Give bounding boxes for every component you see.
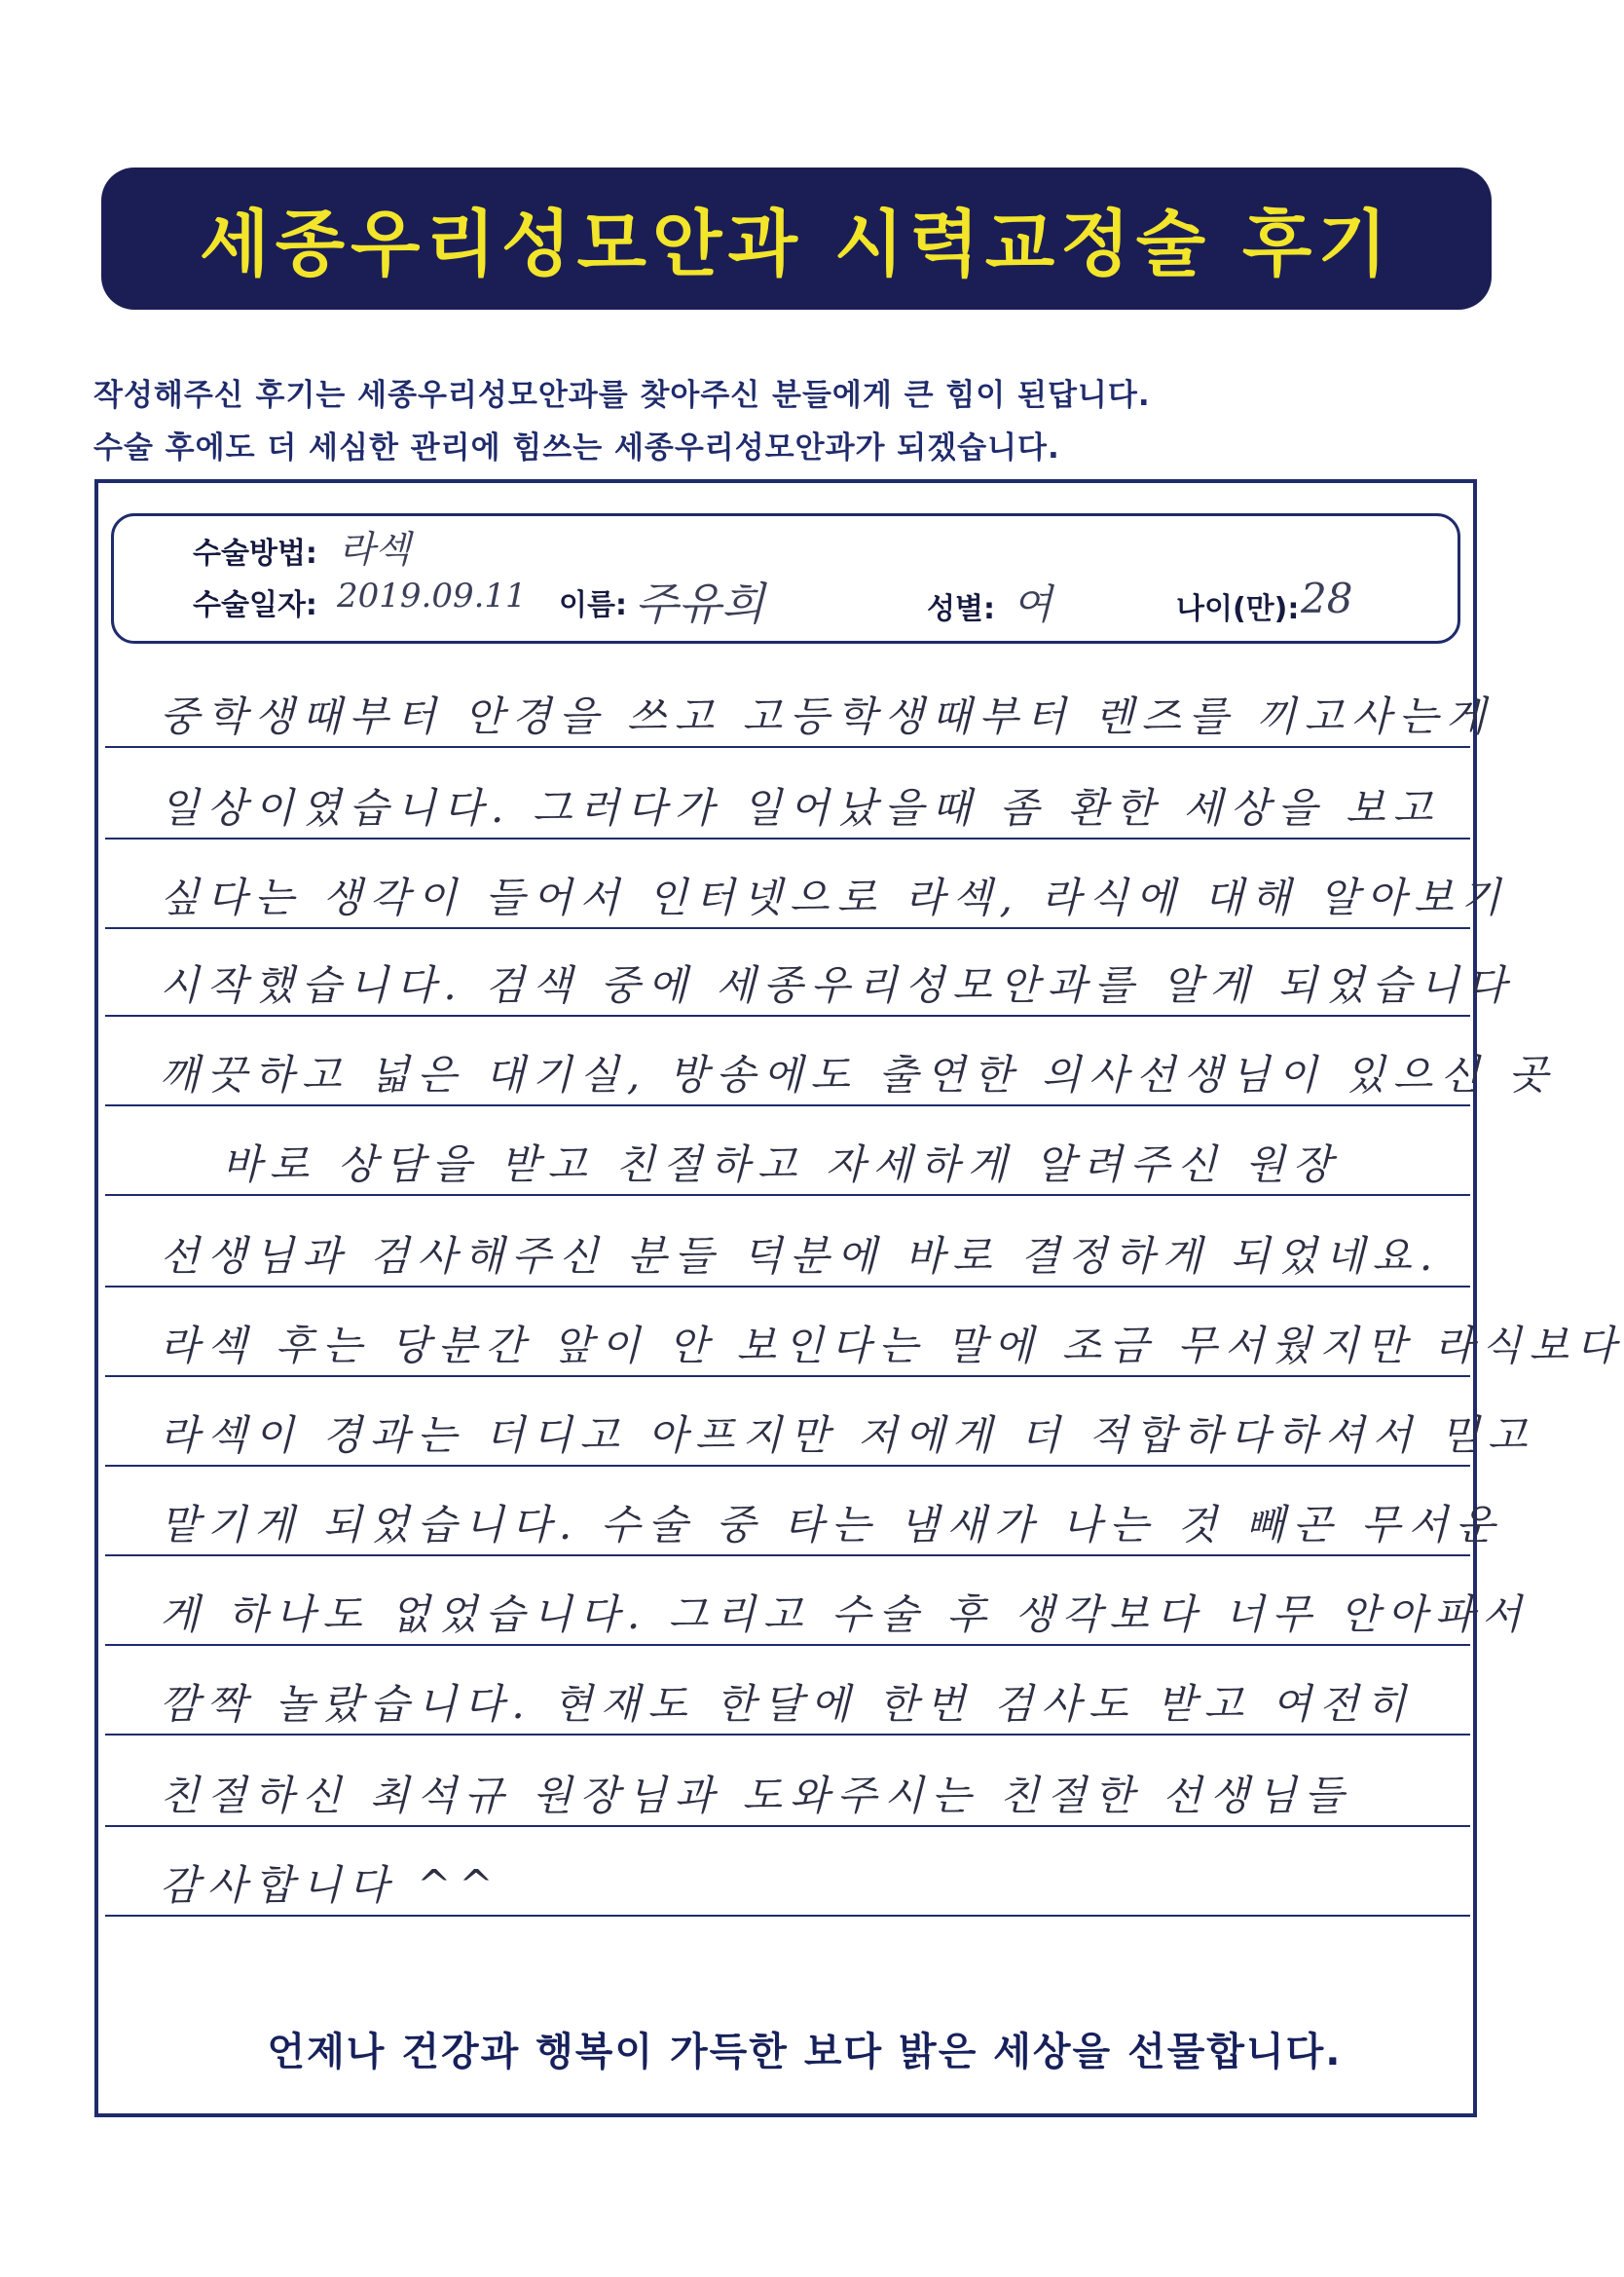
review-line: 깜짝 놀랐습니다. 현재도 한달에 한번 검사도 받고 여전히 bbox=[105, 1675, 1470, 1736]
review-line: 감사합니다 ^^ bbox=[105, 1856, 1470, 1917]
gender-value: 여 bbox=[1013, 580, 1052, 628]
review-line: 라섹이 경과는 더디고 아프지만 저에게 더 적합하다하셔서 믿고 bbox=[105, 1406, 1470, 1467]
gender-label: 성별: bbox=[927, 592, 995, 626]
review-line: 일상이였습니다. 그러다가 일어났을때 좀 환한 세상을 보고 bbox=[105, 779, 1470, 840]
review-line: 게 하나도 없었습니다. 그리고 수술 후 생각보다 너무 안아파서 bbox=[105, 1586, 1470, 1646]
review-line: 시작했습니다. 검색 중에 세종우리성모안과를 알게 되었습니다 bbox=[105, 956, 1470, 1017]
review-line: 깨끗하고 넓은 대기실, 방송에도 출연한 의사선생님이 있으신 곳 bbox=[105, 1046, 1470, 1106]
date-value: 2019.09.11 bbox=[337, 577, 527, 616]
name-value: 주유희 bbox=[635, 578, 765, 630]
name-label: 이름: bbox=[559, 588, 627, 622]
age-label: 나이(만): bbox=[1176, 592, 1300, 626]
review-line: 선생님과 검사해주신 분들 덕분에 바로 결정하게 되었네요. bbox=[105, 1227, 1470, 1288]
footer-slogan: 언제나 건강과 행복이 가득한 보다 밝은 세상을 선물합니다. bbox=[267, 2030, 1343, 2074]
method-label: 수술방법: bbox=[193, 537, 317, 571]
review-line: 중학생때부터 안경을 쓰고 고등학생때부터 렌즈를 끼고사는게 bbox=[105, 688, 1470, 748]
page-title: 세종우리성모안과 시력교정술 후기 bbox=[200, 203, 1393, 286]
review-line: 바로 상담을 받고 친절하고 자세하게 알려주신 원장 bbox=[105, 1136, 1470, 1196]
title-banner bbox=[101, 168, 1492, 310]
intro-line-1: 작성해주신 후기는 세종우리성모안과를 찾아주신 분들에게 큰 힘이 된답니다. bbox=[93, 378, 1151, 413]
date-label: 수술일자: bbox=[193, 588, 317, 622]
intro-line-2: 수술 후에도 더 세심한 관리에 힘쓰는 세종우리성모안과가 되겠습니다. bbox=[93, 430, 1060, 466]
review-line: 친절하신 최석규 원장님과 도와주시는 친절한 선생님들 bbox=[105, 1767, 1470, 1827]
review-line: 라섹 후는 당분간 앞이 안 보인다는 말에 조금 무서웠지만 라식보다 bbox=[105, 1317, 1470, 1377]
review-line: 싶다는 생각이 들어서 인터넷으로 라섹, 라식에 대해 알아보기 bbox=[105, 869, 1470, 929]
method-value: 라섹 bbox=[339, 528, 411, 571]
age-value: 28 bbox=[1301, 575, 1353, 622]
review-line: 맡기게 되었습니다. 수술 중 타는 냄새가 나는 것 빼곤 무서운 bbox=[105, 1496, 1470, 1556]
